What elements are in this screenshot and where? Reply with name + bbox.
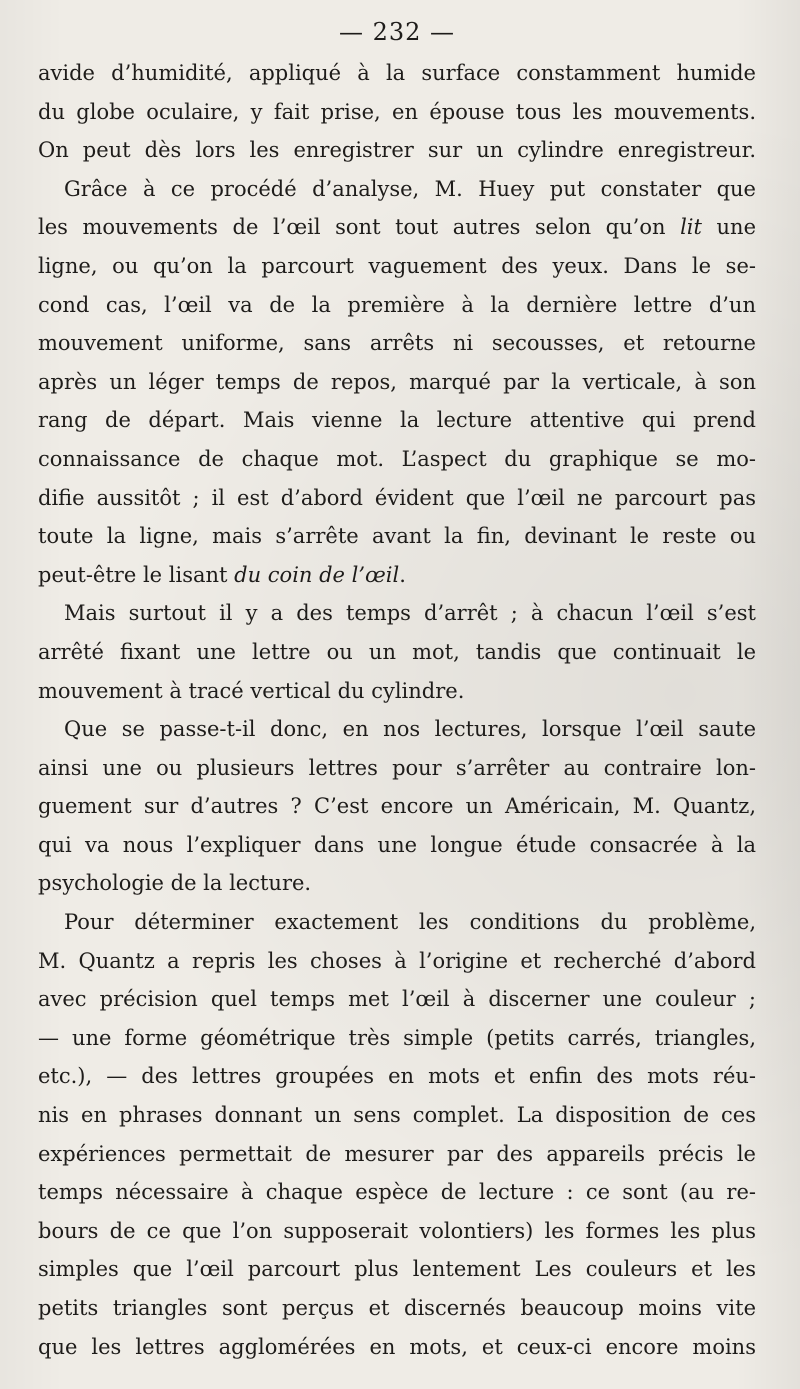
text-line: [38, 131, 756, 170]
text-line: [38, 93, 756, 132]
text-body: [38, 54, 756, 1366]
line-text: rang de départ. Mais vienne la lecture attentive qui prend: [38, 408, 756, 433]
line-text: avide d’humidité, appliqué à la surface constamment humide: [38, 61, 756, 85]
paragraph-p5: [38, 903, 756, 1366]
line-text: ainsi une ou plusieurs lettres pour s’arrêter au contraire lon-: [38, 755, 756, 780]
line-text: arrêté fixant une lettre ou un mot, tandis que continuait le: [38, 639, 756, 664]
text-line: [38, 903, 756, 942]
line-text: On peut dès lors les enregistrer sur un cylindre enregistreur.: [38, 138, 756, 163]
text-line: [38, 1057, 756, 1096]
italic-text: lit: [680, 215, 702, 240]
line-text: petits triangles sont perçus et discernés beaucoup moins vite: [38, 1296, 756, 1320]
text-line: [38, 440, 756, 479]
paragraph-p1: [38, 54, 756, 170]
text-line: [38, 1096, 756, 1135]
line-text: cond cas, l’œil va de la première à la dernière lettre d’un: [38, 292, 756, 317]
text-line: [38, 208, 756, 247]
line-text: peut-être le lisant: [38, 562, 235, 587]
text-line: [38, 363, 756, 402]
text-line: [38, 864, 756, 903]
text-line: [38, 517, 756, 556]
page-number: — 232 —: [338, 18, 456, 46]
text-line: [38, 556, 756, 595]
text-line: [38, 1289, 756, 1328]
line-text: les mouvements de l’œil sont tout autres selon qu’on: [38, 215, 681, 240]
text-line: [38, 1212, 756, 1251]
text-line: [38, 942, 756, 981]
text-line: [38, 749, 756, 788]
line-text: .: [399, 562, 406, 587]
italic-text: du coin de l’œil: [234, 562, 400, 587]
text-line: [38, 710, 756, 749]
line-text: psychologie de la lecture.: [38, 871, 312, 896]
text-line: [38, 672, 756, 711]
text-line: [38, 286, 756, 325]
text-line: [38, 170, 756, 209]
text-line: [38, 324, 756, 363]
text-line: [38, 787, 756, 826]
line-text: bours de ce que l’on supposerait volontiers) les formes les plus: [38, 1218, 756, 1243]
text-line: [38, 479, 756, 518]
line-text: mouvement uniforme, sans arrêts ni secousses, et retourne: [38, 331, 756, 356]
line-text: après un léger temps de repos, marqué par la verticale, à son: [38, 369, 756, 394]
line-text: guement sur d’autres ? C’est encore un Américain, M. Quantz,: [38, 794, 756, 819]
paragraph-p2: [38, 170, 756, 595]
text-line: [38, 594, 756, 633]
text-line: [38, 54, 756, 93]
text-line: [38, 401, 756, 440]
line-text: toute la ligne, mais s’arrête avant la fin, devinant le reste ou: [38, 524, 756, 549]
text-line: [38, 247, 756, 286]
line-text: Mais surtout il y a des temps d’arrêt ; à chacun l’œil s’est: [64, 601, 756, 626]
line-text: temps nécessaire à chaque espèce de lecture : ce sont (au re-: [38, 1180, 756, 1205]
line-text: M. Quantz a repris les choses à l’origine et recherché d’abord: [38, 948, 756, 973]
line-text: mouvement à tracé vertical du cylindre.: [38, 678, 465, 703]
line-text: simples que l’œil parcourt plus lentement Les couleurs et les: [38, 1257, 756, 1282]
line-text: Pour déterminer exactement les conditions du problème,: [64, 910, 756, 935]
text-line: [38, 826, 756, 865]
line-text: que les lettres agglomérées en mots, et ceux-ci encore moins: [38, 1334, 756, 1359]
line-text: nis en phrases donnant un sens complet. La disposition de ces: [38, 1103, 756, 1128]
line-text: difie aussitôt ; il est d’abord évident que l’œil ne parcourt pas: [38, 485, 756, 510]
line-text: une: [701, 215, 756, 240]
text-line: [38, 1135, 756, 1174]
text-line: [38, 1019, 756, 1058]
line-text: du globe oculaire, y fait prise, en épouse tous les mouvements.: [38, 99, 756, 124]
paragraph-p3: [38, 594, 756, 710]
paragraph-p4: [38, 710, 756, 903]
line-text: connaissance de chaque mot. L’aspect du graphique se mo-: [38, 446, 756, 471]
line-text: Grâce à ce procédé d’analyse, M. Huey put constater que: [64, 176, 756, 201]
line-text: Que se passe-t-il donc, en nos lectures, lorsque l’œil saute: [64, 717, 756, 742]
text-line: [38, 980, 756, 1019]
line-text: ligne, ou qu’on la parcourt vaguement des yeux. Dans le se-: [38, 253, 756, 278]
line-text: etc.), — des lettres groupées en mots et enfin des mots réu-: [38, 1064, 756, 1089]
text-line: [38, 1328, 756, 1367]
line-text: avec précision quel temps met l’œil à discerner une couleur ;: [38, 987, 756, 1012]
line-text: expériences permettait de mesurer par des appareils précis le: [38, 1141, 756, 1166]
text-line: [38, 1250, 756, 1289]
text-line: [38, 633, 756, 672]
line-text: qui va nous l’expliquer dans une longue étude consacrée à la: [38, 832, 756, 857]
text-line: [38, 1173, 756, 1212]
line-text: — une forme géométrique très simple (petits carrés, triangles,: [38, 1025, 756, 1050]
